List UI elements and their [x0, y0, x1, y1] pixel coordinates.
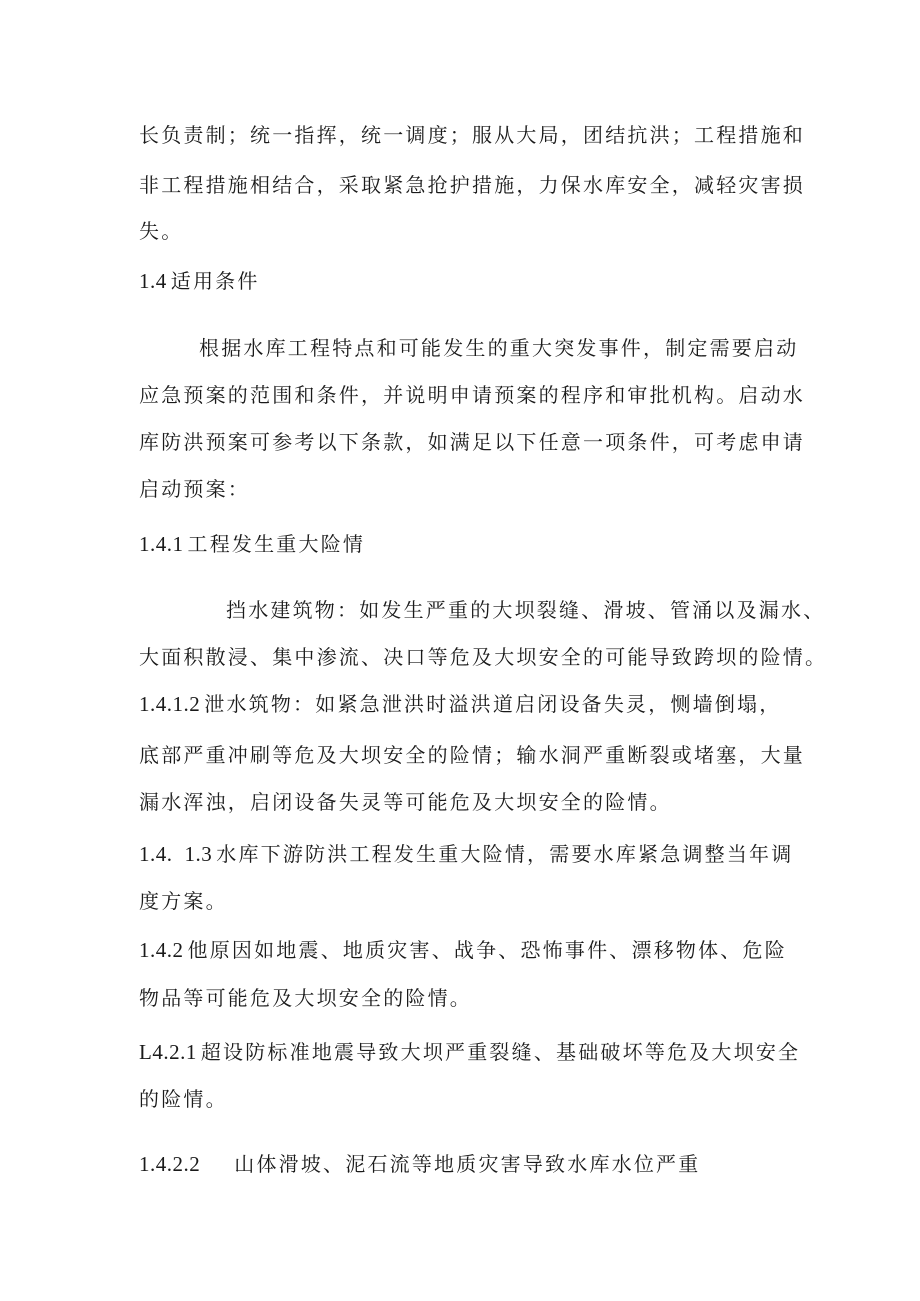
paragraph-line: 长负责制；统一指挥，统一调度；服从大局，团结抗洪；工程措施和 — [139, 123, 805, 147]
section-number: 1.4.1 — [139, 532, 184, 556]
section-number: L4.2.1 — [139, 1040, 197, 1064]
paragraph-text: 水库下游防洪工程发生重大险情，需要水库紧急调整当年调 — [216, 842, 794, 866]
paragraph-text: 泄水筑物：如紧急泄洪时溢洪道启闭设备失灵，恻墙倒塌， — [204, 692, 782, 716]
section-number: 1.4.2.2 — [139, 1152, 201, 1176]
paragraph-line: 物品等可能危及大坝安全的险情。 — [139, 986, 472, 1010]
section-number: 1.4 — [139, 269, 167, 293]
section-number: 1.4. — [139, 842, 173, 866]
paragraph-line: 非工程措施相结合，采取紧急抢护措施，力保水库安全，减轻灾害损 — [139, 173, 805, 197]
section-number: 1.3 — [184, 842, 213, 866]
section-title: 适用条件 — [170, 269, 260, 293]
section-heading-1-4-2-1 — [139, 1038, 800, 1066]
paragraph-line: 的险情。 — [139, 1087, 228, 1111]
section-number: 1.4.1.2 — [139, 692, 201, 716]
paragraph-line: 库防洪预案可参考以下条款，如满足以下任意一项条件，可考虑申请 — [139, 430, 805, 454]
section-heading-1-4-2-2 — [139, 1150, 700, 1178]
paragraph-line: 度方案。 — [139, 889, 228, 913]
paragraph-line: 根据水库工程特点和可能发生的重大突发事件，制定需要启动 — [199, 336, 799, 360]
paragraph-text: 超设防标准地震导致大坝严重裂缝、基础破坏等危及大坝安全 — [200, 1040, 801, 1064]
paragraph-text: 他原因如地震、地质灾害、战争、恐怖事件、漂移物体、危险 — [187, 938, 787, 962]
paragraph-text: 山体滑坡、泥石流等地质灾害导致水库水位严重 — [234, 1152, 701, 1176]
paragraph-line: 底部严重冲刷等危及大坝安全的险情；输水洞严重断裂或堵塞，大量 — [139, 743, 805, 767]
section-heading-1-4-1-2 — [139, 690, 781, 718]
paragraph-line: 挡水建筑物：如发生严重的大坝裂缝、滑坡、管涌以及漏水、 — [226, 598, 826, 622]
paragraph-line: 大面积散浸、集中渗流、决口等危及大坝安全的可能导致跨坝的险情。 — [139, 645, 828, 669]
section-title: 工程发生重大险情 — [187, 532, 366, 556]
paragraph-line: 失。 — [139, 219, 184, 243]
section-heading-1-4-1-3 — [139, 840, 793, 868]
section-heading-1-4-1 — [139, 530, 365, 558]
paragraph-line: 启动预案： — [139, 477, 250, 501]
section-heading-1-4-2 — [139, 936, 787, 964]
section-heading-1-4 — [139, 267, 260, 295]
paragraph-line: 漏水浑浊，启闭设备失灵等可能危及大坝安全的险情。 — [139, 790, 672, 814]
section-number: 1.4.2 — [139, 938, 184, 962]
paragraph-line: 应急预案的范围和条件，并说明申请预案的程序和审批机构。启动水 — [139, 383, 805, 407]
